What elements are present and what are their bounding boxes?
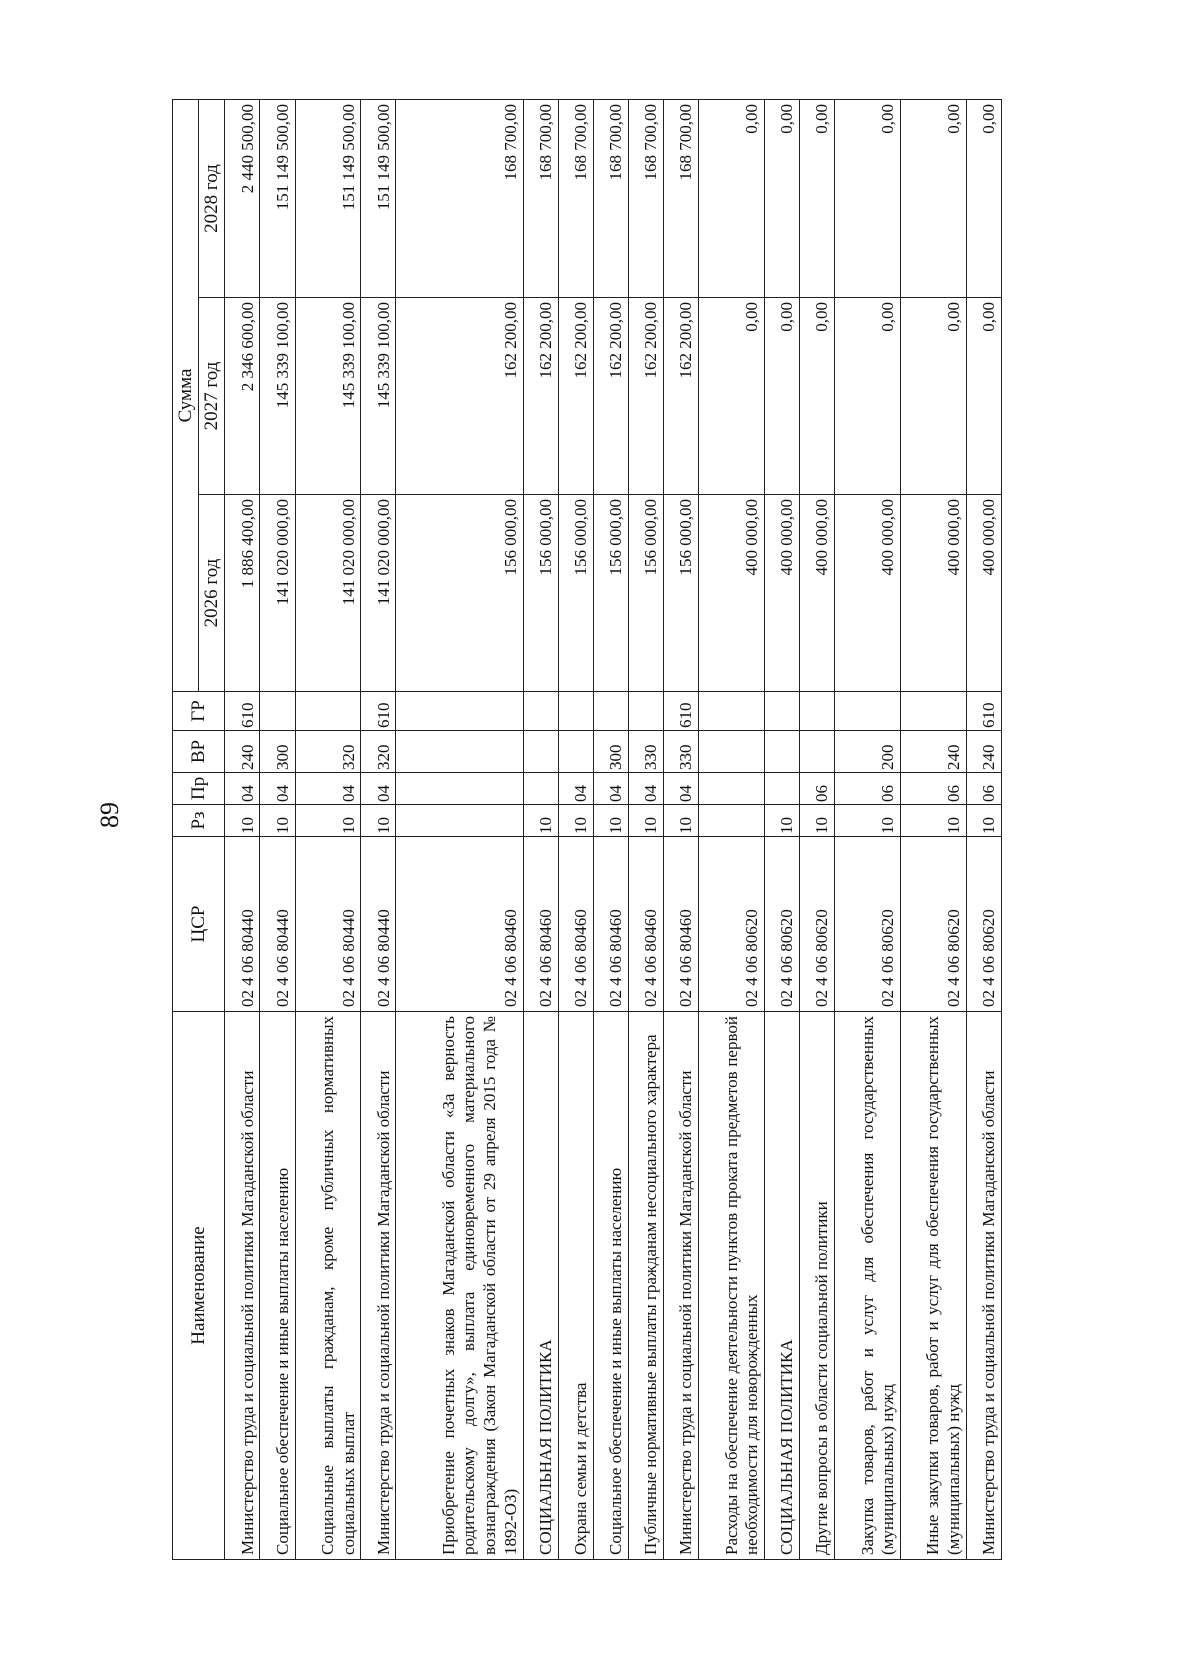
- row-csr-cell: 02 4 06 80460: [523, 837, 558, 1012]
- row-pr-cell: 06: [835, 773, 901, 805]
- row-2028-amount: 0,00: [966, 100, 1001, 298]
- row-vr-cell: [396, 731, 523, 773]
- row-csr-cell: 02 4 06 80620: [764, 837, 799, 1012]
- row-2028-amount: 151 149 500,00: [260, 100, 295, 298]
- row-csr-cell: 02 4 06 80620: [900, 837, 966, 1012]
- row-2026-amount: 400 000,00: [699, 495, 765, 692]
- row-gr-cell: [260, 692, 295, 731]
- row-name-cell: Охрана семьи и детства: [558, 1012, 593, 1560]
- row-2027-amount: 0,00: [900, 298, 966, 495]
- row-rz-cell: 10: [593, 805, 628, 837]
- row-name-cell: Социальные выплаты гражданам, кроме публичных нормативных социальных выплат: [295, 1012, 361, 1560]
- row-rz-cell: 10: [558, 805, 593, 837]
- header-sum: Сумма: [173, 100, 199, 692]
- row-name-cell: Приобретение почетных знаков Магаданской области «За верность родительскому долгу», выплата единовременного материального вознаграждения (Закон Магаданской области от 29 апреля 2015 года № 1892-ОЗ): [396, 1012, 523, 1560]
- row-pr-cell: 06: [966, 773, 1001, 805]
- table-row: [361, 100, 396, 1560]
- row-vr-cell: [558, 731, 593, 773]
- row-name-cell: Социальное обеспечение и иные выплаты населению: [260, 1012, 295, 1560]
- table-row: [558, 100, 593, 1560]
- row-rz-cell: 10: [523, 805, 558, 837]
- row-2027-amount: 145 339 100,00: [260, 298, 295, 495]
- header-row-1: [173, 100, 199, 1560]
- row-2027-amount: 162 200,00: [523, 298, 558, 495]
- row-2027-amount: 0,00: [800, 298, 835, 495]
- row-2026-amount: 156 000,00: [664, 495, 699, 692]
- row-vr-cell: 300: [593, 731, 628, 773]
- row-2028-amount: 168 700,00: [628, 100, 663, 298]
- row-csr-cell: 02 4 06 80460: [628, 837, 663, 1012]
- row-2028-amount: 0,00: [764, 100, 799, 298]
- row-2026-amount: 156 000,00: [628, 495, 663, 692]
- row-vr-cell: 200: [835, 731, 901, 773]
- header-year-2026: 2026 год: [199, 495, 225, 692]
- row-2028-amount: 0,00: [900, 100, 966, 298]
- row-vr-cell: [523, 731, 558, 773]
- row-2026-amount: 400 000,00: [764, 495, 799, 692]
- row-name-cell: Министерство труда и социальной политики Магаданской области: [225, 1012, 260, 1560]
- table-row: [225, 100, 260, 1560]
- row-pr-cell: 04: [295, 773, 361, 805]
- row-rz-cell: 10: [225, 805, 260, 837]
- row-2028-amount: 2 440 500,00: [225, 100, 260, 298]
- row-gr-cell: [835, 692, 901, 731]
- row-pr-cell: 06: [900, 773, 966, 805]
- row-2027-amount: 0,00: [764, 298, 799, 495]
- header-vr: ВР: [173, 731, 225, 773]
- row-2028-amount: 0,00: [800, 100, 835, 298]
- row-2028-amount: 151 149 500,00: [295, 100, 361, 298]
- row-name-cell: СОЦИАЛЬНАЯ ПОЛИТИКА: [764, 1012, 799, 1560]
- table-row: [593, 100, 628, 1560]
- row-gr-cell: [764, 692, 799, 731]
- table-row: [835, 100, 901, 1560]
- row-2028-amount: 168 700,00: [664, 100, 699, 298]
- row-csr-cell: 02 4 06 80440: [361, 837, 396, 1012]
- row-2026-amount: 141 020 000,00: [295, 495, 361, 692]
- table-row: [966, 100, 1001, 1560]
- row-vr-cell: [764, 731, 799, 773]
- row-csr-cell: 02 4 06 80440: [225, 837, 260, 1012]
- row-rz-cell: [699, 805, 765, 837]
- row-csr-cell: 02 4 06 80620: [835, 837, 901, 1012]
- row-rz-cell: 10: [664, 805, 699, 837]
- header-gr: ГР: [173, 692, 225, 731]
- row-vr-cell: 330: [628, 731, 663, 773]
- row-gr-cell: [900, 692, 966, 731]
- row-2026-amount: 156 000,00: [593, 495, 628, 692]
- row-2026-amount: 156 000,00: [558, 495, 593, 692]
- row-2026-amount: 1 886 400,00: [225, 495, 260, 692]
- row-rz-cell: 10: [764, 805, 799, 837]
- table-row: [628, 100, 663, 1560]
- row-2027-amount: 0,00: [699, 298, 765, 495]
- row-2027-amount: 162 200,00: [664, 298, 699, 495]
- rotated-table-container: [172, 100, 1002, 1560]
- row-csr-cell: 02 4 06 80620: [966, 837, 1001, 1012]
- row-rz-cell: 10: [800, 805, 835, 837]
- row-vr-cell: [800, 731, 835, 773]
- row-rz-cell: 10: [260, 805, 295, 837]
- row-csr-cell: 02 4 06 80620: [800, 837, 835, 1012]
- budget-table: [172, 99, 1002, 1560]
- row-csr-cell: 02 4 06 80460: [593, 837, 628, 1012]
- row-pr-cell: 04: [628, 773, 663, 805]
- row-2027-amount: 0,00: [835, 298, 901, 495]
- table-row: [699, 100, 765, 1560]
- row-name-cell: Публичные нормативные выплаты гражданам несоциального характера: [628, 1012, 663, 1560]
- table-body: [225, 100, 1002, 1560]
- row-2027-amount: 2 346 600,00: [225, 298, 260, 495]
- row-2028-amount: 168 700,00: [523, 100, 558, 298]
- table-row: [800, 100, 835, 1560]
- row-name-cell: Министерство труда и социальной политики Магаданской области: [664, 1012, 699, 1560]
- row-pr-cell: [764, 773, 799, 805]
- row-pr-cell: 06: [800, 773, 835, 805]
- row-2026-amount: 141 020 000,00: [260, 495, 295, 692]
- table-row: [900, 100, 966, 1560]
- row-name-cell: Другие вопросы в области социальной политики: [800, 1012, 835, 1560]
- table-row: [260, 100, 295, 1560]
- row-name-cell: Расходы на обеспечение деятельности пунктов проката предметов первой необходимости для новорожденных: [699, 1012, 765, 1560]
- row-rz-cell: 10: [835, 805, 901, 837]
- row-pr-cell: [523, 773, 558, 805]
- row-pr-cell: 04: [593, 773, 628, 805]
- row-2028-amount: 151 149 500,00: [361, 100, 396, 298]
- row-2028-amount: 0,00: [699, 100, 765, 298]
- row-pr-cell: 04: [260, 773, 295, 805]
- row-name-cell: Закупка товаров, работ и услуг для обеспечения государственных (муниципальных) нужд: [835, 1012, 901, 1560]
- row-vr-cell: 300: [260, 731, 295, 773]
- row-name-cell: СОЦИАЛЬНАЯ ПОЛИТИКА: [523, 1012, 558, 1560]
- row-csr-cell: 02 4 06 80460: [664, 837, 699, 1012]
- row-gr-cell: [295, 692, 361, 731]
- header-year-2027: 2027 год: [199, 298, 225, 495]
- row-gr-cell: [699, 692, 765, 731]
- row-2027-amount: 145 339 100,00: [295, 298, 361, 495]
- row-2026-amount: 156 000,00: [523, 495, 558, 692]
- row-vr-cell: 320: [361, 731, 396, 773]
- row-2028-amount: 0,00: [835, 100, 901, 298]
- row-pr-cell: 04: [664, 773, 699, 805]
- page-number: 89: [95, 802, 124, 828]
- table-row: [396, 100, 523, 1560]
- row-2026-amount: 141 020 000,00: [361, 495, 396, 692]
- row-gr-cell: [800, 692, 835, 731]
- row-pr-cell: [396, 773, 523, 805]
- row-gr-cell: [523, 692, 558, 731]
- row-pr-cell: [699, 773, 765, 805]
- row-name-cell: Социальное обеспечение и иные выплаты населению: [593, 1012, 628, 1560]
- row-2028-amount: 168 700,00: [396, 100, 523, 298]
- row-csr-cell: 02 4 06 80460: [558, 837, 593, 1012]
- row-name-cell: Иные закупки товаров, работ и услуг для обеспечения государственных (муниципальных) нужд: [900, 1012, 966, 1560]
- row-rz-cell: 10: [966, 805, 1001, 837]
- row-2028-amount: 168 700,00: [593, 100, 628, 298]
- row-2027-amount: 0,00: [966, 298, 1001, 495]
- row-gr-cell: 610: [966, 692, 1001, 731]
- table-row: [523, 100, 558, 1560]
- row-rz-cell: 10: [361, 805, 396, 837]
- row-2027-amount: 162 200,00: [593, 298, 628, 495]
- header-csr: ЦСР: [173, 837, 225, 1012]
- row-2026-amount: 400 000,00: [800, 495, 835, 692]
- table-row: [295, 100, 361, 1560]
- row-rz-cell: 10: [900, 805, 966, 837]
- row-vr-cell: 320: [295, 731, 361, 773]
- row-gr-cell: 610: [361, 692, 396, 731]
- row-csr-cell: 02 4 06 80440: [260, 837, 295, 1012]
- table-row: [664, 100, 699, 1560]
- row-csr-cell: 02 4 06 80440: [295, 837, 361, 1012]
- row-name-cell: Министерство труда и социальной политики Магаданской области: [966, 1012, 1001, 1560]
- row-vr-cell: [699, 731, 765, 773]
- row-vr-cell: 240: [966, 731, 1001, 773]
- row-gr-cell: [628, 692, 663, 731]
- table-row: [764, 100, 799, 1560]
- row-pr-cell: 04: [558, 773, 593, 805]
- row-rz-cell: [396, 805, 523, 837]
- row-gr-cell: [558, 692, 593, 731]
- header-rz: Рз: [173, 805, 225, 837]
- header-name: Наименование: [173, 1012, 225, 1560]
- header-year-2028: 2028 год: [199, 100, 225, 298]
- header-pr: Пр: [173, 773, 225, 805]
- row-gr-cell: [593, 692, 628, 731]
- row-gr-cell: 610: [664, 692, 699, 731]
- row-vr-cell: 330: [664, 731, 699, 773]
- row-gr-cell: [396, 692, 523, 731]
- row-2026-amount: 400 000,00: [900, 495, 966, 692]
- row-2027-amount: 162 200,00: [628, 298, 663, 495]
- row-2027-amount: 162 200,00: [558, 298, 593, 495]
- row-vr-cell: 240: [225, 731, 260, 773]
- row-name-cell: Министерство труда и социальной политики Магаданской области: [361, 1012, 396, 1560]
- row-2026-amount: 400 000,00: [966, 495, 1001, 692]
- row-pr-cell: 04: [225, 773, 260, 805]
- row-2028-amount: 168 700,00: [558, 100, 593, 298]
- row-rz-cell: 10: [628, 805, 663, 837]
- row-vr-cell: 240: [900, 731, 966, 773]
- row-2027-amount: 145 339 100,00: [361, 298, 396, 495]
- row-rz-cell: 10: [295, 805, 361, 837]
- row-2027-amount: 162 200,00: [396, 298, 523, 495]
- row-pr-cell: 04: [361, 773, 396, 805]
- row-csr-cell: 02 4 06 80460: [396, 837, 523, 1012]
- row-csr-cell: 02 4 06 80620: [699, 837, 765, 1012]
- row-2026-amount: 156 000,00: [396, 495, 523, 692]
- row-2026-amount: 400 000,00: [835, 495, 901, 692]
- row-gr-cell: 610: [225, 692, 260, 731]
